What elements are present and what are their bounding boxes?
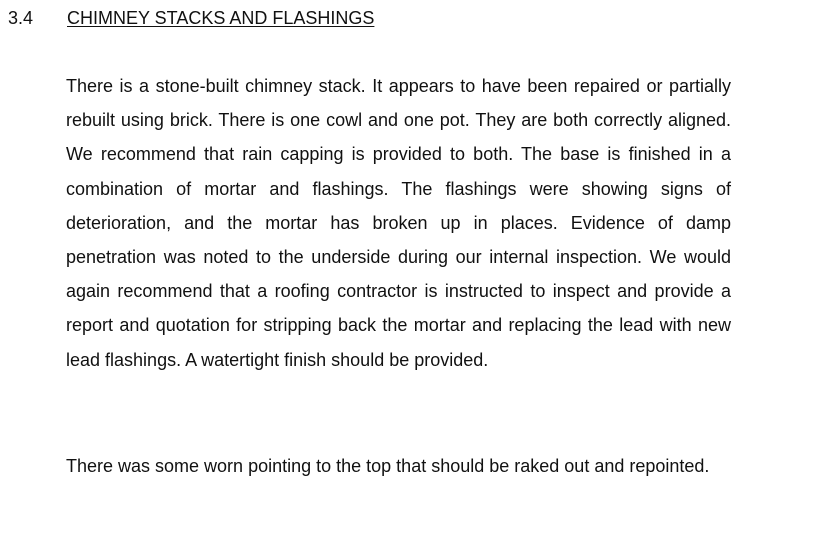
paragraph-pointing: There was some worn pointing to the top that should be raked out and repointed. — [66, 456, 710, 476]
paragraph-chimney-stack: There is a stone-built chimney stack. It appears to have been repaired or partially rebuilt using brick. There is one cowl and one pot. They are both correctly aligned. We recommend that rain capping is provided to both. The base is finished in a combination of mortar and flashings. The flashings were showing signs of deterioration, and the mortar has broken up in places. Evidence of damp penetration was noted to the underside during our internal inspection. We would again recommend that a roofing contractor is instructed to inspect and provide a report and quotation for stripping back the mortar and replacing the lead with new lead flashings. A watertight finish should be provided. — [66, 76, 731, 370]
section-number: 3.4 — [8, 8, 34, 28]
section-title: CHIMNEY STACKS AND FLASHINGS — [67, 8, 375, 28]
